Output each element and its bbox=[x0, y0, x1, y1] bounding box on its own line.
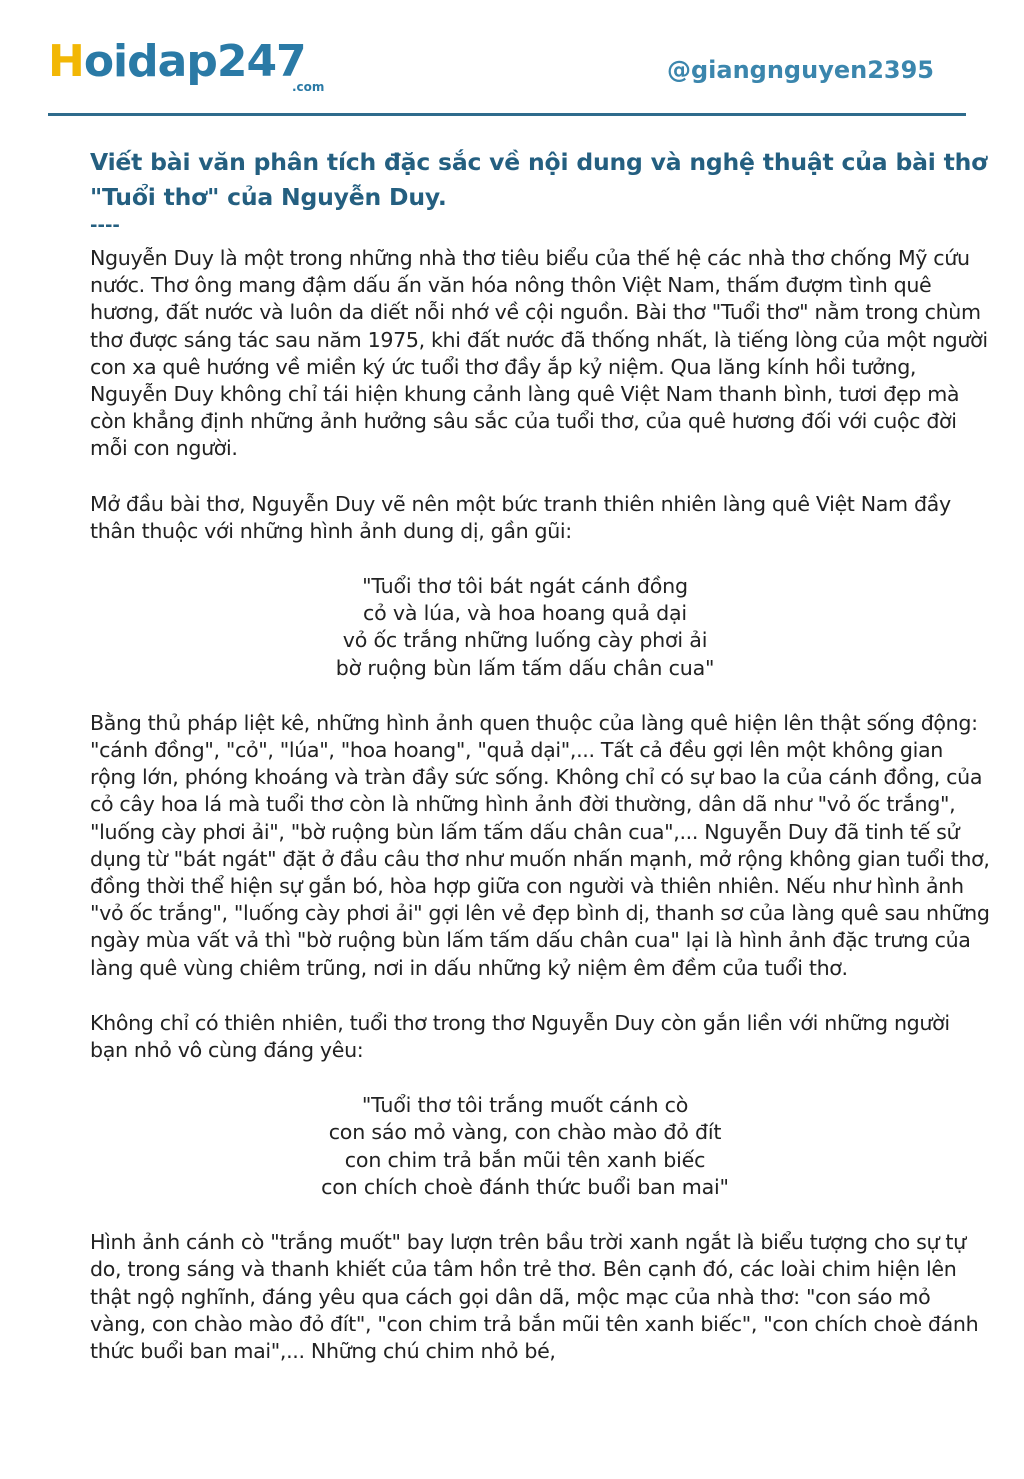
poem-line: bờ ruộng bùn lấm tấm dấu chân cua" bbox=[335, 655, 715, 680]
paragraph-intro: Nguyễn Duy là một trong những nhà thơ tiêu biểu của thế hệ các nhà thơ chống Mỹ cứu nước. Thơ ông mang đậm dấu ấn văn hóa nông thôn Việt Nam, thấm đượm tình quê hương, đất nước và luôn da diết nỗi nhớ về cội nguồn. Bài thơ "Tuổi thơ" nằm trong chùm thơ được sáng tác sau năm 1975, khi đất nước đã thống nhất, là tiếng lòng của một người con xa quê hướng về miền ký ức tuổi thơ đầy ắp kỷ niệm. Qua lăng kính hồi tưởng, Nguyễn Duy không chỉ tái hiện khung cảnh làng quê Việt Nam thanh bình, tươi đẹp mà còn khẳng định những ảnh hưởng sâu sắc của tuổi thơ, của quê hương đối với cuộc đời mỗi con người. bbox=[90, 246, 988, 461]
paragraph-4: Không chỉ có thiên nhiên, tuổi thơ trong thơ Nguyễn Duy còn gắn liền với những người bạn nhỏ vô cùng đáng yêu: bbox=[90, 1010, 950, 1063]
author-username: @giangnguyen2395 bbox=[666, 56, 934, 84]
logo-initial: H bbox=[48, 36, 84, 87]
poem-line: con sáo mỏ vàng, con chào mào đỏ đít bbox=[328, 1120, 722, 1145]
poem-line: "Tuổi thơ tôi trắng muốt cánh cò bbox=[361, 1093, 689, 1118]
paragraph-2: Mở đầu bài thơ, Nguyễn Duy vẽ nên một bức tranh thiên nhiên làng quê Việt Nam đầy thân thuộc với những hình ảnh dung dị, gần gũi: bbox=[90, 491, 951, 543]
poem-line: con chim trả bắn mũi tên xanh biếc bbox=[344, 1147, 706, 1172]
poem-line: con chích choè đánh thức buổi ban mai" bbox=[321, 1174, 729, 1199]
poem-line: cỏ và lúa, và hoa hoang quả dại bbox=[363, 601, 687, 626]
logo-suffix: .com bbox=[292, 80, 325, 94]
poem-line: "Tuổi thơ tôi bát ngát cánh đồng bbox=[362, 574, 688, 599]
site-logo[interactable] bbox=[48, 38, 306, 86]
paragraph-3: Bằng thủ pháp liệt kê, những hình ảnh quen thuộc của làng quê hiện lên thật sống động: "cánh đồng", "cỏ", "lúa", "hoa hoang", "quả dại",... Tất cả đều gợi lên một không gian rộng lớn, phóng khoáng và tràn đầy sức sống. Không chỉ có sự bao la của cánh đồng, của cỏ cây hoa lá mà tuổi thơ còn là những hình ảnh đời thường, dân dã như "vỏ ốc trắng", "luống cày phơi ải", "bờ ruộng bùn lấm tấm dấu chân cua",... Nguyễn Duy đã tinh tế sử dụng từ "bát ngát" đặt ở đầu câu thơ như muốn nhấn mạnh, mở rộng không gian tuổi thơ, đồng thời thể hiện sự gắn bó, hòa hợp giữa con người và thiên nhiên. Nếu như hình ảnh "vỏ ốc trắng", "luống cày phơi ải" gợi lên vẻ đẹp bình dị, thanh sơ của làng quê sau những ngày mùa vất vả thì "bờ ruộng bùn lấm tấm dấu chân cua" lại là hình ảnh đặc trưng của làng quê vùng chiêm trũng, nơi in dấu những kỷ niệm êm đềm của tuổi thơ. bbox=[90, 710, 990, 980]
page-header bbox=[48, 30, 966, 114]
title-separator: ---- bbox=[90, 215, 120, 236]
poem-stanza-1 bbox=[90, 573, 990, 682]
header-divider bbox=[48, 113, 966, 116]
document-title: Viết bài văn phân tích đặc sắc về nội dung và nghệ thuật của bài thơ "Tuổi thơ" của Nguyễn Duy. bbox=[90, 148, 988, 211]
paragraph-5: Hình ảnh cánh cò "trắng muốt" bay lượn trên bầu trời xanh ngắt là biểu tượng cho sự tự do, trong sáng và thanh khiết của tâm hồn trẻ thơ. Bên cạnh đó, các loài chim hiện lên thật ngộ nghĩnh, đáng yêu qua cách gọi dân dã, mộc mạc của nhà thơ: "con sáo mỏ vàng, con chào mào đỏ đít", "con chim trả bắn mũi tên xanh biếc", "con chích choè đánh thức buổi ban mai",... Những chú chim nhỏ bé, bbox=[90, 1230, 979, 1363]
poem-line: vỏ ốc trắng những luống cày phơi ải bbox=[342, 628, 708, 653]
poem-stanza-2 bbox=[90, 1092, 990, 1201]
document-body bbox=[90, 145, 990, 1393]
logo-text: oidap247 bbox=[83, 36, 306, 87]
